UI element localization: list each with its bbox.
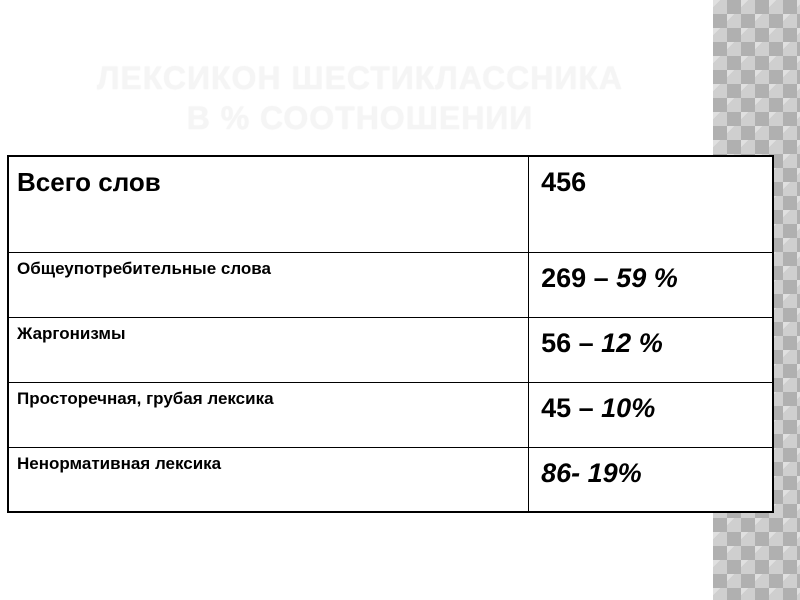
row-label: Общеупотребительные слова <box>17 259 271 279</box>
value-count: 456 <box>541 167 587 197</box>
row-value <box>529 318 772 359</box>
row-value-cell <box>529 447 773 512</box>
row-label: Просторечная, грубая лексика <box>17 388 274 408</box>
table-row <box>8 318 773 383</box>
table-row <box>8 253 773 318</box>
value-percent: 59 % <box>616 263 678 294</box>
row-label: Ненормативная лексика <box>17 453 222 473</box>
slide-title-line-1: ЛЕКСИКОН ШЕСТИКЛАССНИКА <box>96 60 624 96</box>
value-percent: 12 % <box>601 328 663 359</box>
row-value <box>529 448 772 489</box>
slide-title <box>0 58 720 138</box>
value-count: 45 – <box>541 392 602 423</box>
row-label-cell <box>8 318 529 383</box>
table-row <box>8 156 773 253</box>
table-row <box>8 382 773 447</box>
row-value-cell <box>529 253 773 318</box>
row-value-cell <box>529 318 773 383</box>
lexicon-table <box>7 155 774 513</box>
row-value-cell <box>529 156 773 253</box>
value-percent: 86- 19% <box>541 457 642 488</box>
value-count: 269 – <box>541 263 617 294</box>
row-value <box>529 253 772 294</box>
row-value <box>529 157 772 198</box>
row-label-cell <box>8 156 529 253</box>
table-row <box>8 447 773 512</box>
row-label-cell <box>8 447 529 512</box>
row-value-cell <box>529 382 773 447</box>
value-percent: 10% <box>601 392 656 423</box>
slide-title-line-2: В % СООТНОШЕНИИ <box>186 100 534 136</box>
value-count: 56 – <box>541 328 602 359</box>
row-value <box>529 383 772 424</box>
row-label-cell <box>8 253 529 318</box>
row-label: Жаргонизмы <box>17 324 126 344</box>
row-label: Всего слов <box>17 167 161 197</box>
row-label-cell <box>8 382 529 447</box>
